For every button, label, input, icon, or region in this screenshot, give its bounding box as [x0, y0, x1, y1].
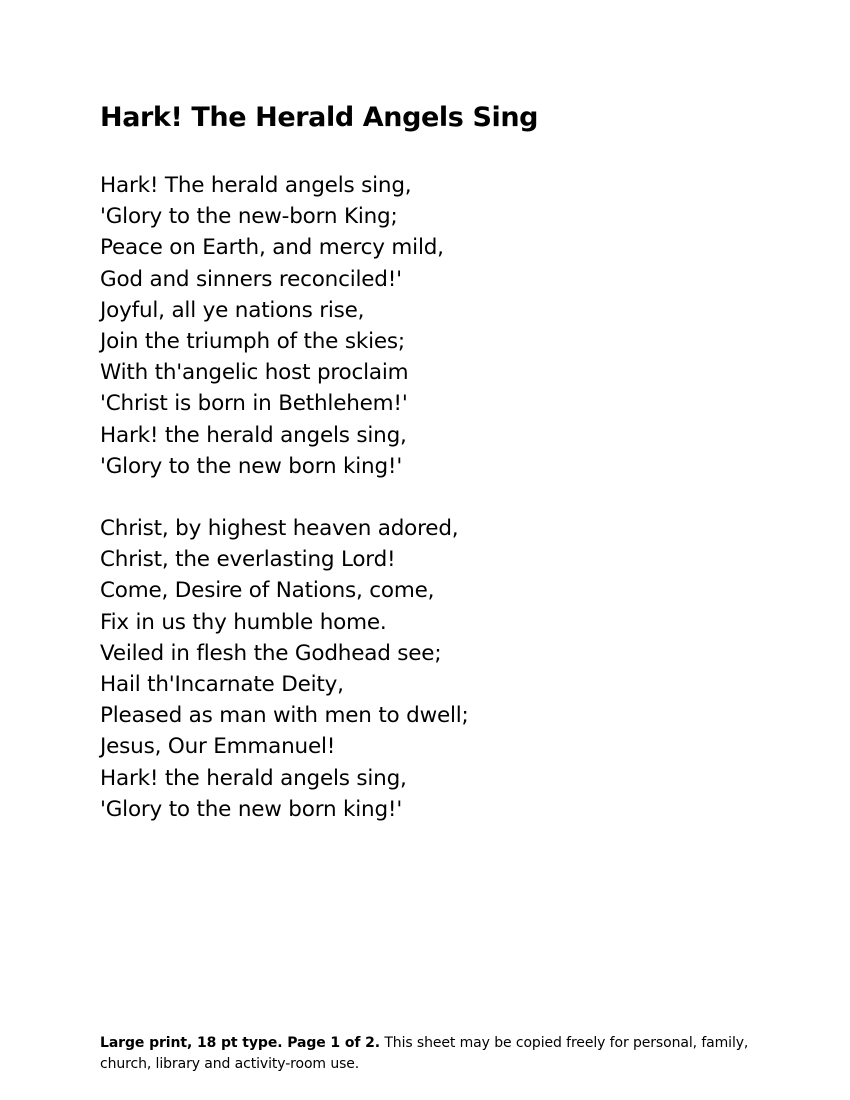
verse-line: Hark! the herald angels sing,: [100, 422, 407, 448]
footer-note: [100, 1033, 750, 1075]
verse-line: Joyful, all ye nations rise,: [100, 297, 365, 323]
verse-line: 'Christ is born in Bethlehem!': [100, 391, 408, 417]
hymn-title: Hark! The Herald Angels Sing: [100, 102, 539, 133]
verse-line: Jesus, Our Emmanuel!: [100, 734, 336, 760]
verse-2: [100, 513, 469, 825]
verse-line: Come, Desire of Nations, come,: [100, 578, 435, 604]
verse-line: Join the triumph of the skies;: [100, 328, 405, 354]
verse-line: Fix in us thy humble home.: [100, 609, 387, 635]
footer-bold-text: Large print, 18 pt type. Page 1 of 2.: [100, 1035, 380, 1051]
verse-line: Hark! the herald angels sing,: [100, 765, 407, 791]
verse-line: 'Glory to the new born king!': [100, 796, 403, 822]
verse-line: With th'angelic host proclaim: [100, 360, 409, 386]
verse-line: God and sinners reconciled!': [100, 266, 402, 292]
verse-line: Christ, by highest heaven adored,: [100, 516, 459, 541]
verse-line: Hark! The herald angels sing,: [100, 173, 412, 198]
verse-line: 'Glory to the new born king!': [100, 453, 403, 479]
verse-1: [100, 170, 444, 482]
verse-line: Hail th'Incarnate Deity,: [100, 671, 344, 697]
verse-line: 'Glory to the new-born King;: [100, 204, 398, 230]
verse-line: Veiled in flesh the Godhead see;: [100, 640, 442, 666]
document-page: [100, 0, 750, 1100]
verse-line: Peace on Earth, and mercy mild,: [100, 235, 444, 261]
footer-text: This sheet may be copied freely for personal, family, church, library and activity-room use.: [100, 1035, 749, 1072]
verse-line: Pleased as man with men to dwell;: [100, 703, 469, 729]
verse-line: Christ, the everlasting Lord!: [100, 547, 396, 573]
